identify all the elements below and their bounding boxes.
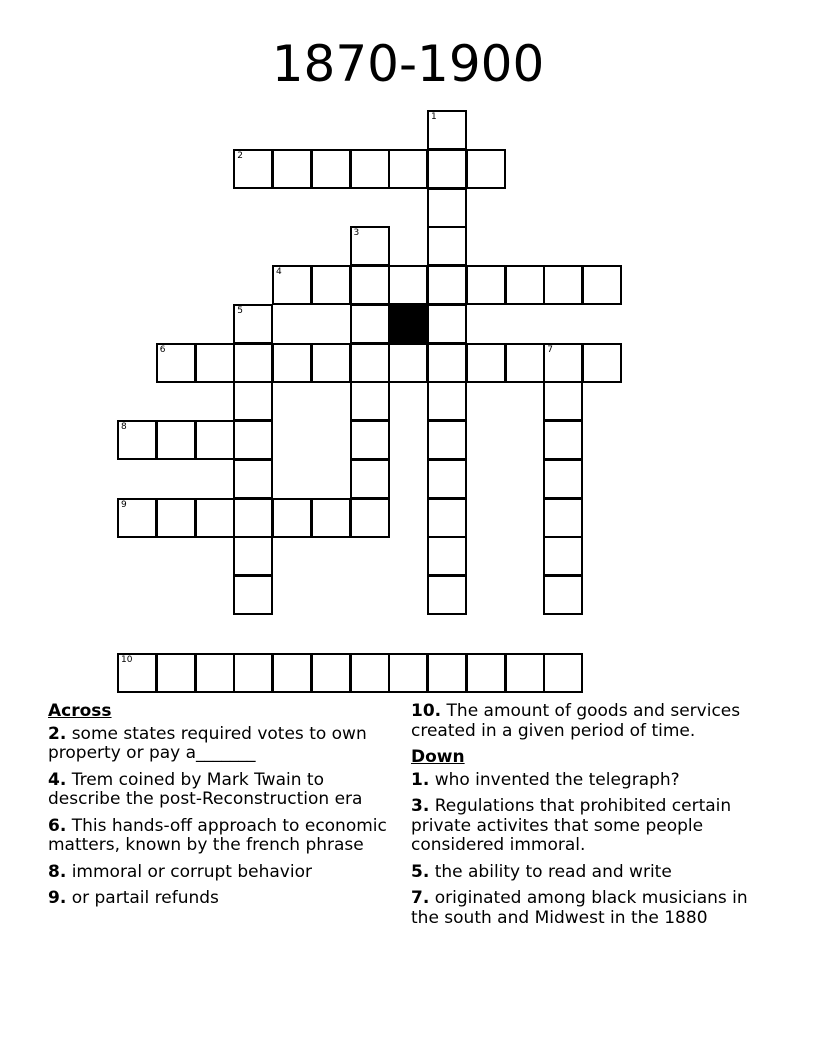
clue-number-10: 10: [121, 654, 133, 665]
grid-cell[interactable]: [427, 420, 467, 460]
grid-cell[interactable]: [427, 653, 467, 693]
grid-cell[interactable]: [427, 459, 467, 499]
grid-cell[interactable]: [505, 343, 545, 383]
grid-cell[interactable]: [233, 420, 273, 460]
grid-cell[interactable]: [311, 149, 351, 189]
clue-across-9: 9. or partail refunds: [48, 888, 219, 908]
grid-cell[interactable]: [117, 498, 157, 538]
clue-number-9: 9: [121, 499, 127, 510]
grid-cell[interactable]: [272, 149, 312, 189]
grid-cell[interactable]: [582, 343, 622, 383]
grid-cell[interactable]: [427, 381, 467, 421]
grid-cell[interactable]: [543, 343, 583, 383]
clue-across-8: 8. immoral or corrupt behavior: [48, 861, 312, 882]
grid-cell[interactable]: [195, 653, 235, 693]
clue-number-8: 8: [121, 422, 127, 432]
grid-cell[interactable]: [233, 149, 273, 189]
grid-cell[interactable]: [350, 265, 390, 305]
grid-cell[interactable]: [311, 265, 351, 305]
grid-cell[interactable]: [427, 188, 467, 228]
grid-cell[interactable]: [272, 498, 312, 538]
grid-cell[interactable]: [156, 653, 196, 693]
grid-cell[interactable]: [117, 653, 157, 693]
grid-cell[interactable]: [582, 265, 622, 305]
clue-down-1: 1. who invented the telegraph?: [411, 769, 680, 790]
grid-cell[interactable]: [233, 343, 273, 383]
grid-cell[interactable]: [388, 265, 428, 305]
clue-down-7: 7. originated among black musicians in the south and Midwest in the 1880: [411, 888, 748, 928]
clue-number-4: 4: [276, 267, 282, 277]
grid-cell[interactable]: [311, 498, 351, 538]
grid-cell[interactable]: [350, 304, 390, 344]
clues-right-column: [411, 702, 771, 935]
grid-cell[interactable]: [427, 265, 467, 305]
grid-cell[interactable]: [272, 265, 312, 305]
grid-cell[interactable]: [233, 304, 273, 344]
grid-cell[interactable]: [156, 498, 196, 538]
grid-cell[interactable]: [388, 653, 428, 693]
clue-number-7: 7: [547, 344, 553, 355]
grid-cell[interactable]: [156, 420, 196, 460]
clue-number-3: 3: [353, 228, 360, 239]
grid-cell[interactable]: [195, 498, 235, 538]
clue-across-10: 10. The amount of goods and services created in a given period of time.: [411, 701, 741, 741]
grid-cell[interactable]: [272, 653, 312, 693]
grid-cell[interactable]: [427, 149, 467, 189]
grid-cell[interactable]: [543, 381, 583, 421]
grid-cell[interactable]: [350, 498, 390, 538]
grid-cell[interactable]: [311, 653, 351, 693]
grid-cell[interactable]: [350, 226, 390, 266]
grid-cell[interactable]: [117, 420, 157, 460]
clue-number-2: 2: [237, 150, 243, 161]
across-heading: Across: [48, 701, 112, 721]
grid-cell[interactable]: [505, 265, 545, 305]
clue-across-2: 2. some states required votes to own property or pay a_______: [48, 723, 367, 763]
grid-cell[interactable]: [543, 575, 583, 615]
grid-cell[interactable]: [427, 343, 467, 383]
clue-down-3: 3. Regulations that prohibited certain private activites that some people considered immoral.: [411, 796, 732, 855]
grid-cell[interactable]: [543, 498, 583, 538]
grid-cell[interactable]: [543, 459, 583, 499]
puzzle-title: 1870-1900: [271, 35, 545, 93]
grid-cell[interactable]: [233, 459, 273, 499]
grid-cell[interactable]: [350, 381, 390, 421]
grid-cell[interactable]: [233, 653, 273, 693]
clue-number-5: 5: [237, 305, 243, 316]
grid-cell[interactable]: [156, 343, 196, 383]
grid-cell[interactable]: [233, 536, 273, 576]
grid-cell[interactable]: [543, 265, 583, 305]
grid-cell[interactable]: [505, 653, 545, 693]
grid-cell[interactable]: [350, 343, 390, 383]
grid-cell[interactable]: [350, 420, 390, 460]
grid-cell[interactable]: [427, 498, 467, 538]
down-heading: Down: [411, 747, 465, 767]
grid-cell[interactable]: [466, 343, 506, 383]
grid-cell[interactable]: [233, 381, 273, 421]
clues-left-column: [48, 702, 393, 916]
grid-cell[interactable]: [427, 304, 467, 344]
grid-cell[interactable]: [427, 226, 467, 266]
grid-cell[interactable]: [272, 343, 312, 383]
clue-across-4: 4. Trem coined by Mark Twain to describe the post-Reconstruction era: [48, 769, 363, 809]
clue-down-5: 5. the ability to read and write: [411, 861, 672, 882]
black-cell: [388, 304, 428, 344]
grid-cell[interactable]: [350, 459, 390, 499]
grid-cell[interactable]: [466, 653, 506, 693]
grid-cell[interactable]: [350, 149, 390, 189]
grid-cell[interactable]: [233, 575, 273, 615]
grid-cell[interactable]: [466, 149, 506, 189]
grid-cell[interactable]: [311, 343, 351, 383]
grid-cell[interactable]: [427, 110, 467, 150]
grid-cell[interactable]: [233, 498, 273, 538]
grid-cell[interactable]: [466, 265, 506, 305]
clue-number-6: 6: [159, 344, 166, 355]
grid-cell[interactable]: [543, 420, 583, 460]
grid-cell[interactable]: [195, 420, 235, 460]
grid-cell[interactable]: [543, 536, 583, 576]
grid-cell[interactable]: [195, 343, 235, 383]
clue-number-1: 1: [431, 112, 437, 122]
grid-cell[interactable]: [543, 653, 583, 693]
clue-across-6: 6. This hands-off approach to economic matters, known by the french phrase: [48, 815, 387, 855]
grid-cell[interactable]: [427, 536, 467, 576]
grid-cell[interactable]: [427, 575, 467, 615]
grid-cell[interactable]: [388, 149, 428, 189]
grid-cell[interactable]: [350, 653, 390, 693]
grid-cell[interactable]: [388, 343, 428, 383]
